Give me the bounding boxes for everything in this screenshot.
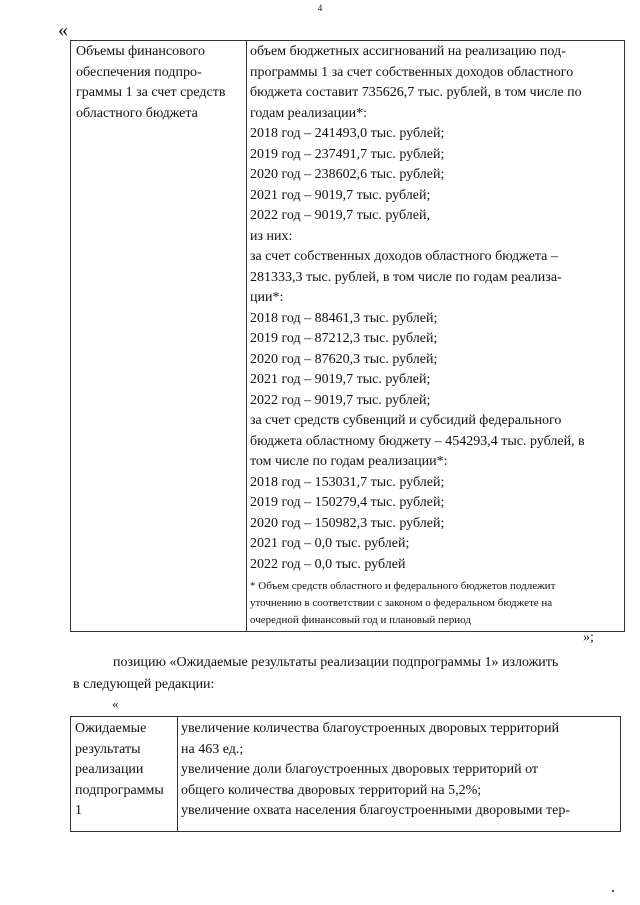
label-line: граммы 1 за счет средств bbox=[76, 85, 226, 100]
value-line: бюджета составит 735626,7 тыс. рублей, в том числе по bbox=[250, 85, 582, 100]
value-line: 2019 год – 150279,4 тыс. рублей; bbox=[250, 495, 445, 510]
closing-quote-mark: »; bbox=[583, 630, 594, 645]
footnote-line: * Объем средств областного и федерального бюджетов подлежит bbox=[250, 580, 556, 592]
label-line: областного бюджета bbox=[76, 105, 198, 121]
value-line: 2021 год – 9019,7 тыс. рублей; bbox=[250, 372, 431, 387]
value-line: программы 1 за счет собственных доходов областного bbox=[250, 64, 574, 80]
amendment-paragraph bbox=[73, 652, 613, 696]
column-divider bbox=[246, 41, 247, 631]
value-line: 2019 год – 87212,3 тыс. рублей; bbox=[250, 331, 438, 346]
value-line: 2021 год – 9019,7 тыс. рублей; bbox=[250, 187, 431, 203]
value-line: 281333,3 тыс. рублей, в том числе по годам реализа- bbox=[250, 269, 562, 285]
value-line: 2020 год – 238602,6 тыс. рублей; bbox=[250, 167, 445, 182]
value-line: за счет собственных доходов областного бюджета – bbox=[250, 249, 558, 264]
page-number: 4 bbox=[317, 3, 323, 13]
financing-value-lines bbox=[250, 42, 623, 575]
value-line: 2020 год – 150982,3 тыс. рублей; bbox=[250, 515, 445, 531]
value-line: из них: bbox=[250, 228, 293, 244]
scan-dot bbox=[612, 890, 614, 892]
value-line: годам реализации*: bbox=[250, 105, 367, 121]
value-line: 2018 год – 88461,3 тыс. рублей; bbox=[250, 310, 438, 326]
value-line: 2020 год – 87620,3 тыс. рублей; bbox=[250, 351, 438, 367]
financing-value-cell bbox=[250, 42, 623, 629]
value-line: за счет средств субвенций и субсидий федерального bbox=[250, 413, 562, 428]
label-line: подпрограммы bbox=[75, 782, 164, 798]
value-line: увеличение доли благоустроенных дворовых территорий от bbox=[181, 762, 539, 777]
opening-quote-mark-2: « bbox=[112, 696, 119, 711]
value-line: том числе по годам реализации*: bbox=[250, 454, 448, 469]
opening-quote-mark: « bbox=[58, 19, 68, 41]
financing-label-cell bbox=[76, 42, 241, 124]
value-line: общего количества дворовых территорий на 5,2%; bbox=[181, 782, 482, 798]
footnote-line: очередной финансовый год и плановый период bbox=[250, 614, 471, 626]
column-divider bbox=[177, 717, 178, 831]
paragraph-line-2: в следующей редакции: bbox=[73, 677, 215, 692]
value-line: 2022 год – 9019,7 тыс. рублей, bbox=[250, 208, 430, 223]
footnote-line: уточнению в соответствии с законом о федеральном бюджете на bbox=[250, 597, 553, 609]
label-line: Ожидаемые bbox=[75, 721, 147, 736]
value-line: увеличение количества благоустроенных дворовых территорий bbox=[181, 721, 560, 736]
paragraph-line-1: позицию «Ожидаемые результаты реализации подпрограммы 1» изложить bbox=[113, 655, 559, 670]
label-line: результаты bbox=[75, 741, 141, 757]
value-line: 2018 год – 241493,0 тыс. рублей; bbox=[250, 126, 445, 141]
value-line: объем бюджетных ассигнований на реализацию под- bbox=[250, 44, 566, 59]
value-line: 2018 год – 153031,7 тыс. рублей; bbox=[250, 474, 445, 490]
label-line: реализации bbox=[75, 762, 144, 777]
value-line: 2022 год – 9019,7 тыс. рублей; bbox=[250, 392, 431, 408]
value-line: ции*: bbox=[250, 290, 284, 305]
value-line: увеличение охвата населения благоустроенными дворовыми тер- bbox=[181, 803, 570, 818]
results-value-cell bbox=[181, 719, 619, 822]
label-line: Объемы финансового bbox=[76, 44, 205, 59]
expected-results-table bbox=[70, 716, 621, 832]
label-line: обеспечения подпро- bbox=[76, 64, 202, 80]
results-label-cell bbox=[75, 719, 175, 822]
value-line: 2019 год – 237491,7 тыс. рублей; bbox=[250, 146, 445, 162]
value-line: 2022 год – 0,0 тыс. рублей bbox=[250, 556, 406, 572]
value-line: бюджета областному бюджету – 454293,4 тыс. рублей, в bbox=[250, 433, 585, 449]
label-line: 1 bbox=[75, 803, 82, 818]
footnote bbox=[250, 578, 623, 629]
financing-table bbox=[70, 40, 625, 632]
value-line: 2021 год – 0,0 тыс. рублей; bbox=[250, 536, 410, 551]
value-line: на 463 ед.; bbox=[181, 741, 244, 757]
